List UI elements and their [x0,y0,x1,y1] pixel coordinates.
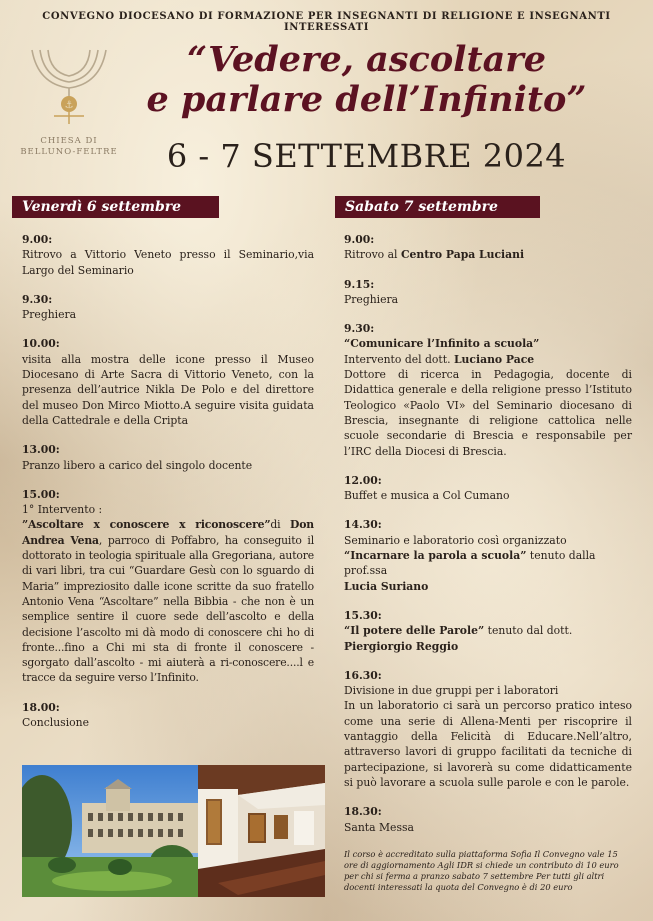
accreditation-note: Il corso è accreditato sulla piattaforma Sofia Il Convegno vale 15 ore di aggiornamento Agli IDR si chiede un contributo di 10 euro per chi si ferma a pranzo sabato 7 settembre Per tutti gli altri docenti interessati la quota del Convegno è di 20 euro [344,848,619,892]
saturday-item [344,517,632,593]
item-text: Ritrovo a Vittorio Veneto presso il Seminario,via Largo del Seminario [22,248,314,277]
saturday-heading-bar [335,196,540,218]
item-text: Santa Messa [344,820,414,834]
logo-caption-line1: CHIESA DI [40,136,98,146]
item-text: visita alla mostra delle icone presso il Museo Diocesano di Arte Sacra di Vittorio Veneto, con la presenza dell’autrice Nikla De Polo e del direttore del museo Don Mirco Miotto.A seguire visita guidata della Cattedrale e della Cripta [22,352,314,427]
time-label: 16.30: [344,668,382,682]
friday-item [22,487,314,686]
event-subtitle: CONVEGNO DIOCESANO DI FORMAZIONE PER INSEGNANTI DI RELIGIONE E INSEGNANTI INTERESSATI [42,11,611,33]
friday-heading-bar [12,196,219,218]
svg-text:⚓: ⚓ [64,100,74,111]
friday-item [22,700,314,731]
title-line-2: e parlare dell’Infinito” [146,79,587,120]
speaker-name: Piergiorgio Reggio [344,639,459,653]
item-text [344,247,632,262]
item-text: Conclusione [22,716,90,730]
saturday-schedule [344,232,632,893]
talk-description: , parroco di Poffabro, ha conseguito il dottorato in teologia spirituale alla Gregoriana, autore di vari libri, tra cui “Guardare Gesù con lo sguardo di Maria” impreziosito dalle icone scritte da suo fratello Antonio Vena “Ascoltare” nella Bibbia - che non è un semplice sentire il cuore sede dell’ascolto e della decisione l’ascolto mi dà modo di conoscere chi ho di fronte...fino a Chi mi sta di fronte il conoscere - sgorgato dall’ascolto - mi aiuterà a ri-conoscere....l e tracce da seguire verso l’Infinito. [22,533,314,685]
title-line-1: “Vedere, ascoltare [186,39,547,80]
event-dates: 6 - 7 SETTEMBRE 2024 [166,137,567,175]
speaker-intro: Intervento del dott. [344,352,454,366]
seminary-building-photo [22,765,198,897]
time-label: 18.30: [344,805,382,819]
saturday-item [344,277,632,308]
talk-connector: tenuto dal dott. [484,624,573,638]
saturday-item [344,321,632,459]
time-label: 10.00: [22,337,60,351]
friday-item [22,336,314,428]
item-text [344,623,632,654]
logo-caption-line2: BELLUNO-FELTRE [20,147,118,157]
time-label: 12.00: [344,473,382,487]
saturday-item [344,804,632,835]
item-text: Preghiera [22,308,77,322]
talk-connector: di [270,518,291,532]
talk-title-text: “Comunicare l’Infinito a scuola” [344,337,540,351]
time-label: 13.00: [22,443,60,457]
talk-title: “Incarnare la parola a scuola” [344,549,527,563]
time-label: 9.00: [344,233,375,246]
speaker-line [344,579,632,594]
item-text: Seminario e laboratorio così organizzato [344,533,567,547]
time-label: 9.15: [344,277,375,291]
time-label: 18.00: [22,700,60,714]
event-title [80,40,653,120]
friday-heading: Venerdì 6 settembre [12,196,219,218]
saturday-item [344,668,632,790]
item-detail: In un laboratorio ci sarà un percorso pratico inteso come una serie di Allena-Menti per riscoprire il vantaggio della Felicità di Educare.Nell’altro, attraverso lavori di gruppo facilitati da tecniche di partecipazione, si lavorerà su come didatticamente si può lavorare a scuola sulle parole e con le parole. [344,699,632,789]
saturday-heading: Sabato 7 settembre [335,196,540,218]
friday-item [22,292,314,323]
item-text [344,548,632,579]
time-label: 9.00: [22,233,53,246]
time-label: 15.30: [344,608,382,622]
talk-title [344,336,632,351]
friday-schedule [22,232,314,744]
item-pretext: Ritrovo al [344,248,401,262]
saturday-item [344,232,632,263]
speaker-name: Lucia Suriano [344,579,429,593]
talk-title: ”Ascoltare x conoscere x riconoscere” [22,518,271,532]
item-text: Pranzo libero a carico del singolo docente [22,458,253,472]
saturday-item [344,608,632,654]
venue-name: Centro Papa Luciani [400,248,525,262]
saturday-item [344,473,632,504]
friday-item [22,442,314,473]
item-text: Divisione in due gruppi per i laboratori [344,684,559,698]
talk-title: “Il potere delle Parole” [344,624,485,638]
item-pretext: 1° Intervento : [22,503,103,517]
time-label: 14.30: [344,518,382,532]
item-text: Preghiera [344,292,399,306]
item-text [22,517,314,685]
time-label: 9.30: [344,322,375,336]
friday-item [22,232,314,278]
speaker-bio: Dottore di ricerca in Pedagogia, docente di Didattica generale e della religione presso l’Istituto Teologico «Paolo VI» del Seminario diocesano di Brescia, insegnante di religione cattolica nelle scuole secondarie di Brescia e responsabile per l’IRC della Diocesi di Brescia. [344,368,632,458]
time-label: 15.00: [22,487,60,501]
talk-connector: tenuto dalla prof.ssa [344,549,596,578]
speaker-line [344,352,632,367]
museum-interior-photo [198,765,325,897]
time-label: 9.30: [22,292,53,306]
item-text: Buffet e musica a Col Cumano [344,489,510,503]
speaker-name: Luciano Pace [453,352,535,366]
speaker-name: Don Andrea Vena [22,518,314,547]
